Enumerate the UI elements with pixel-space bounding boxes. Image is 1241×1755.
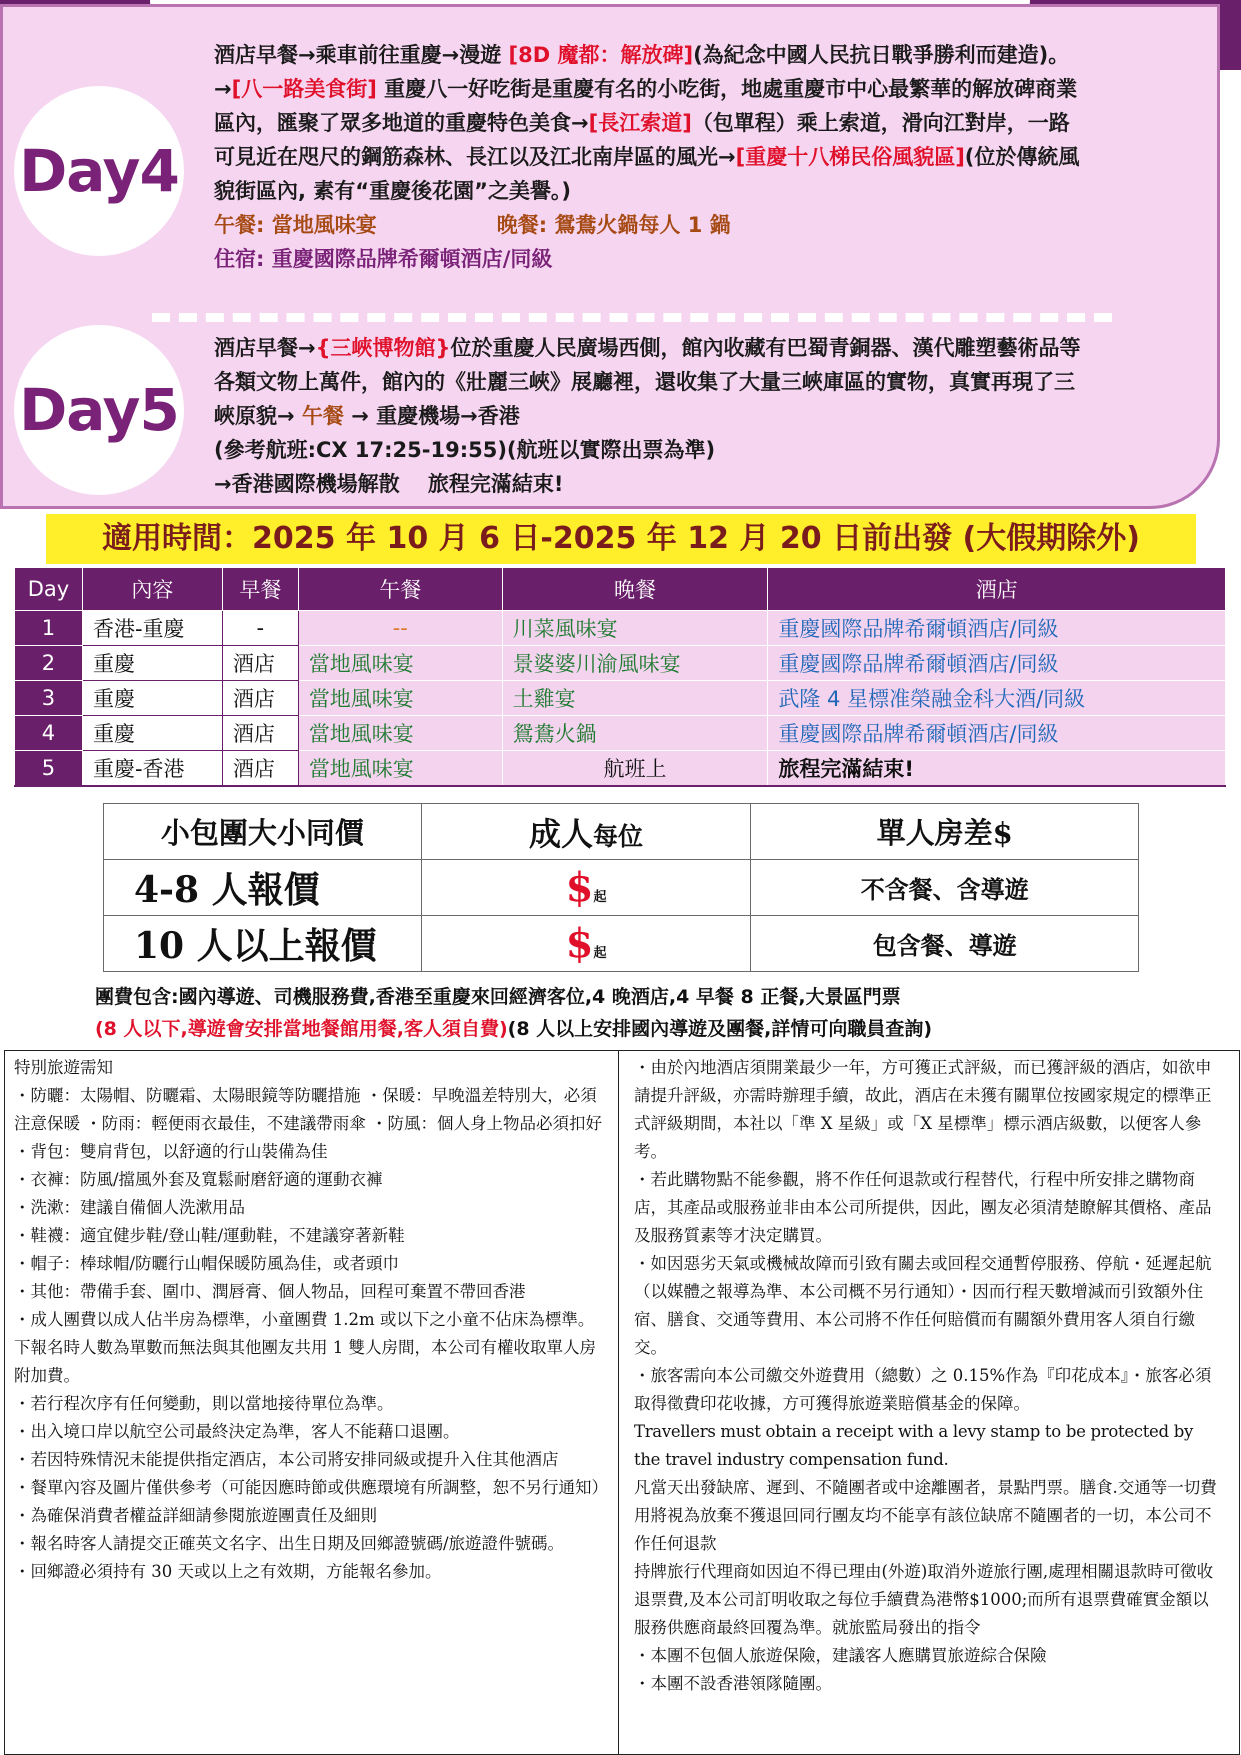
row-content: 重慶-香港 bbox=[82, 751, 222, 786]
row-day: 3 bbox=[15, 681, 83, 716]
terms-left-item: ・出入境口岸以航空公司最終決定為準，客人不能藉口退團。 bbox=[14, 1422, 460, 1441]
terms-right-item: 凡當天出發缺席、遲到、不隨團者或中途離團者，景點門票。膳食.交通等一切費用將視為放棄不獲退回同行團友均不能享有該位缺席不隨團者的一切，本公司不作任何退款 bbox=[634, 1478, 1217, 1553]
row-breakfast: - bbox=[222, 611, 298, 646]
fee-note-rest: (8 人以上安排國內導遊及團餐,詳情可向職員查詢) bbox=[507, 1018, 933, 1040]
price-row-price bbox=[421, 916, 751, 972]
header-content: 內容 bbox=[82, 568, 222, 611]
fee-note bbox=[95, 1014, 932, 1044]
row-lunch: 當地風味宴 bbox=[298, 646, 502, 681]
header-hotel: 酒店 bbox=[768, 568, 1226, 611]
day4-text-1: 酒店早餐→乘車前往重慶→漫遊 bbox=[214, 43, 509, 67]
terms-left-column bbox=[14, 1054, 606, 1586]
row-hotel: 重慶國際品牌希爾頓酒店/同級 bbox=[768, 646, 1226, 681]
terms-left-item: ・餐單內容及圖片僅供參考（可能因應時節或供應環境有所調整，恕不另行通知） bbox=[14, 1478, 608, 1497]
day5-flight: (參考航班:CX 17:25-19:55)(航班以實際出票為準) bbox=[214, 438, 716, 462]
terms-right-item: 持牌旅行代理商如因迫不得已理由(外遊)取消外遊旅行團,處理相關退款時可徵收退票費,及本公司訂明收取之每位手續費為港幣$1000;而所有退票費確實金額以服務供應商最終回覆為準。就旅監局發出的指令 bbox=[634, 1562, 1214, 1637]
price-row bbox=[104, 916, 1139, 972]
price-header-adult bbox=[421, 804, 751, 860]
price-header-single-room: 單人房差$ bbox=[751, 804, 1139, 860]
validity-bar: 適用時間：2025 年 10 月 6 日-2025 年 12 月 20 日前出發 (大假期除外) bbox=[46, 514, 1196, 564]
row-day: 2 bbox=[15, 646, 83, 681]
terms-left-item: ・防曬：太陽帽、防曬霜、太陽眼鏡等防曬措施 ・保暖：早晚溫差特別大，必須注意保暖 ・防雨：輕便雨衣最佳，不建議帶雨傘 ・防風：個人身上物品必須扣好 ・背包：雙肩背包，以舒適的行山裝備為佳 bbox=[14, 1086, 602, 1161]
row-hotel: 重慶國際品牌希爾頓酒店/同級 bbox=[768, 611, 1226, 646]
terms-left-item: ・報名時客人請提交正確英文名字、出生日期及回鄉證號碼/旅遊證件號碼。 bbox=[14, 1534, 565, 1553]
day5-label: Day5 bbox=[19, 376, 179, 444]
day4-description bbox=[214, 38, 1084, 276]
fee-includes: 團費包含:國內導遊、司機服務費,香港至重慶來回經濟客位,4 晚酒店,4 早餐 8 正餐,大景區門票 bbox=[95, 986, 901, 1008]
row-content: 重慶 bbox=[82, 716, 222, 751]
day-divider bbox=[152, 313, 1112, 322]
price-row-from: 起 bbox=[593, 890, 607, 905]
day5-text-1: 酒店早餐→ bbox=[214, 336, 316, 360]
day4-text-4: （包單程）乘上索道，滑向江對岸，一路可見近在咫尺的鋼筋森林、長江以及江北南岸區的風光→ bbox=[214, 111, 1070, 169]
price-row-label: 10 人以上報價 bbox=[104, 916, 422, 972]
day5-lunch: 午餐 bbox=[301, 404, 344, 428]
row-content: 重慶 bbox=[82, 646, 222, 681]
price-row-dollar: $ bbox=[565, 920, 594, 967]
terms-right-item: ・由於內地酒店須開業最少一年，方可獲正式評級，而已獲評級的酒店，如欲申請提升評級，亦需時辦理手續，故此，酒店在未獲有關單位按國家規定的標準正式評級期間，本社以「準 X 星級」或「X 星標準」標示酒店級數，以便客人參考。 bbox=[634, 1058, 1212, 1161]
header-dinner: 晚餐 bbox=[502, 568, 768, 611]
row-day: 1 bbox=[15, 611, 83, 646]
row-dinner: 川菜風味宴 bbox=[502, 611, 768, 646]
day4-highlight-18-steps: [重慶十八梯民俗風貌區] bbox=[735, 145, 965, 169]
terms-left-item: ・鞋襪：適宜健步鞋/登山鞋/運動鞋，不建議穿著新鞋 bbox=[14, 1226, 405, 1245]
header-lunch: 午餐 bbox=[298, 568, 502, 611]
day5-text-3: → 重慶機場→香港 bbox=[343, 404, 520, 428]
header-breakfast: 早餐 bbox=[222, 568, 298, 611]
terms-right-item: ・本團不包個人旅遊保險，建議客人應購買旅遊綜合保險 bbox=[634, 1646, 1047, 1665]
price-table-header bbox=[104, 804, 1139, 860]
terms-right-item: ・本團不設香港領隊隨團。 bbox=[634, 1674, 832, 1693]
row-hotel: 旅程完滿結束! bbox=[768, 751, 1226, 786]
price-header-adult-label: 成人 bbox=[529, 814, 594, 853]
price-row-from: 起 bbox=[593, 946, 607, 961]
row-lunch: 當地風味宴 bbox=[298, 716, 502, 751]
row-dinner: 土雞宴 bbox=[502, 681, 768, 716]
terms-left-item: 特別旅遊需知 bbox=[14, 1058, 113, 1077]
day4-lunch: 午餐: 當地風味宴 bbox=[214, 213, 377, 237]
table-row bbox=[15, 611, 1226, 646]
price-header-per-person: 每位 bbox=[593, 821, 644, 851]
row-breakfast: 酒店 bbox=[222, 681, 298, 716]
table-row bbox=[15, 716, 1226, 751]
terms-left-item: ・洗漱：建議自備個人洗漱用品 bbox=[14, 1198, 245, 1217]
row-breakfast: 酒店 bbox=[222, 716, 298, 751]
price-row-note: 包含餐、導遊 bbox=[751, 916, 1139, 972]
day4-text-3: 重慶八一好吃街是重慶有名的小吃街，地處重慶市中心最繁華的解放碑商業區內，匯聚了眾多地道的重慶特色美食→ bbox=[214, 77, 1078, 135]
terms-left-item: ・衣褲：防風/擋風外套及寬鬆耐磨舒適的運動衣褲 bbox=[14, 1170, 383, 1189]
row-dinner: 鴛鴦火鍋 bbox=[502, 716, 768, 751]
terms-right-item: Travellers must obtain a receipt with a levy stamp to be protected by the travel industry compensation fund. bbox=[634, 1422, 1194, 1469]
day4-badge bbox=[14, 86, 184, 256]
row-dinner: 景婆婆川渝風味宴 bbox=[502, 646, 768, 681]
table-row bbox=[15, 751, 1226, 786]
day4-highlight-cableway: [長江索道] bbox=[588, 111, 692, 135]
row-lunch: 當地風味宴 bbox=[298, 681, 502, 716]
price-row bbox=[104, 860, 1139, 916]
day5-end: →香港國際機場解散 旅程完滿結束! bbox=[214, 472, 564, 496]
row-dinner: 航班上 bbox=[502, 751, 768, 786]
meal-table-header bbox=[15, 568, 1226, 611]
row-hotel: 重慶國際品牌希爾頓酒店/同級 bbox=[768, 716, 1226, 751]
price-row-note: 不含餐、含導遊 bbox=[751, 860, 1139, 916]
header-day: Day bbox=[15, 568, 83, 611]
terms-left-item: 下報名時人數為單數而無法與其他團友共用 1 雙人房間，本公司有權收取單人房附加費。 bbox=[14, 1338, 596, 1385]
row-lunch: -- bbox=[298, 611, 502, 646]
terms-right-item: ・如因惡劣天氣或機械故障而引致有關去或回程交通暫停服務、停航・延遲起航（以媒體之報導為準、本公司概不另行通知）・因而行程天數增減而引致額外住宿、膳食、交通等費用、本公司將不作任何賠償而有關額外費用客人須自行繳交。 bbox=[634, 1254, 1212, 1357]
row-breakfast: 酒店 bbox=[222, 646, 298, 681]
day4-hotel: 住宿: 重慶國際品牌希爾頓酒店/同級 bbox=[214, 247, 553, 271]
row-lunch: 當地風味宴 bbox=[298, 751, 502, 786]
table-row bbox=[15, 681, 1226, 716]
price-header-group: 小包團大小同價 bbox=[104, 804, 422, 860]
day5-text-2: 位於重慶人民廣場西側，館內收藏有巴蜀青銅器、漢代雕塑藝術品等各類文物上萬件，館內的《壯麗三峽》展廳裡，還收集了大量三峽庫區的實物，真實再現了三峽原貌→ bbox=[214, 336, 1081, 428]
day4-text-2: (為紀念中國人民抗日戰爭勝利而建造)。→ bbox=[214, 43, 1070, 101]
row-day: 4 bbox=[15, 716, 83, 751]
fee-note-red: (8 人以下,導遊會安排當地餐館用餐,客人須自費) bbox=[95, 1018, 508, 1040]
day4-highlight-food-street: [八一路美食街] bbox=[231, 77, 377, 101]
price-table bbox=[103, 803, 1139, 972]
terms-right-item: ・旅客需向本公司繳交外遊費用（總數）之 0.15%作為『印花成本』・旅客必須取得徵費印花收據，方可獲得旅遊業賠償基金的保障。 bbox=[634, 1366, 1212, 1413]
terms-right-column bbox=[634, 1054, 1224, 1698]
price-row-label: 4-8 人報價 bbox=[104, 860, 422, 916]
terms-left-item: ・帽子：棒球帽/防曬行山帽保暖防風為佳，或者頭巾 bbox=[14, 1254, 400, 1273]
row-content: 重慶 bbox=[82, 681, 222, 716]
price-row-dollar: $ bbox=[565, 864, 594, 911]
terms-divider bbox=[618, 1050, 619, 1755]
day4-dinner: 晚餐: 鴛鴦火鍋每人 1 鍋 bbox=[496, 213, 731, 237]
row-breakfast: 酒店 bbox=[222, 751, 298, 786]
day4-text-5: (位於傳統風貌街區內, 素有“重慶後花園”之美譽。) bbox=[214, 145, 1080, 203]
day4-highlight-jiefangbei: [8D 魔都：解放碑] bbox=[508, 43, 694, 67]
day5-badge bbox=[14, 325, 184, 495]
terms-left-item: ・回鄉證必須持有 30 天或以上之有效期，方能報名參加。 bbox=[14, 1562, 442, 1581]
terms-left-item: ・為確保消費者權益詳細請參閱旅遊團責任及細則 bbox=[14, 1506, 377, 1525]
row-hotel: 武隆 4 星標准榮融金科大酒/同級 bbox=[768, 681, 1226, 716]
price-row-price bbox=[421, 860, 751, 916]
terms-right-item: ・若此購物點不能參觀，將不作任何退款或行程替代，行程中所安排之購物商店，其產品或服務並非由本公司所提供，因此，團友必須清楚瞭解其價格、產品及服務質素等才決定購買。 bbox=[634, 1170, 1212, 1245]
terms-left-item: ・若因特殊情況未能提供指定酒店，本公司將安排同級或提升入住其他酒店 bbox=[14, 1450, 559, 1469]
day5-description bbox=[214, 331, 1084, 501]
day4-label: Day4 bbox=[19, 137, 179, 205]
terms-left-item: ・其他：帶備手套、圍巾、潤唇膏、個人物品，回程可棄置不帶回香港 bbox=[14, 1282, 526, 1301]
row-day: 5 bbox=[15, 751, 83, 786]
meal-table bbox=[14, 567, 1226, 787]
day5-highlight-museum: {三峽博物館} bbox=[315, 336, 451, 360]
row-content: 香港-重慶 bbox=[82, 611, 222, 646]
table-row bbox=[15, 646, 1226, 681]
terms-left-item: ・成人團費以成人佔半房為標準，小童團費 1.2m 或以下之小童不佔床為標準。 bbox=[14, 1310, 595, 1329]
terms-left-item: ・若行程次序有任何變動，則以當地接待單位為準。 bbox=[14, 1394, 394, 1413]
